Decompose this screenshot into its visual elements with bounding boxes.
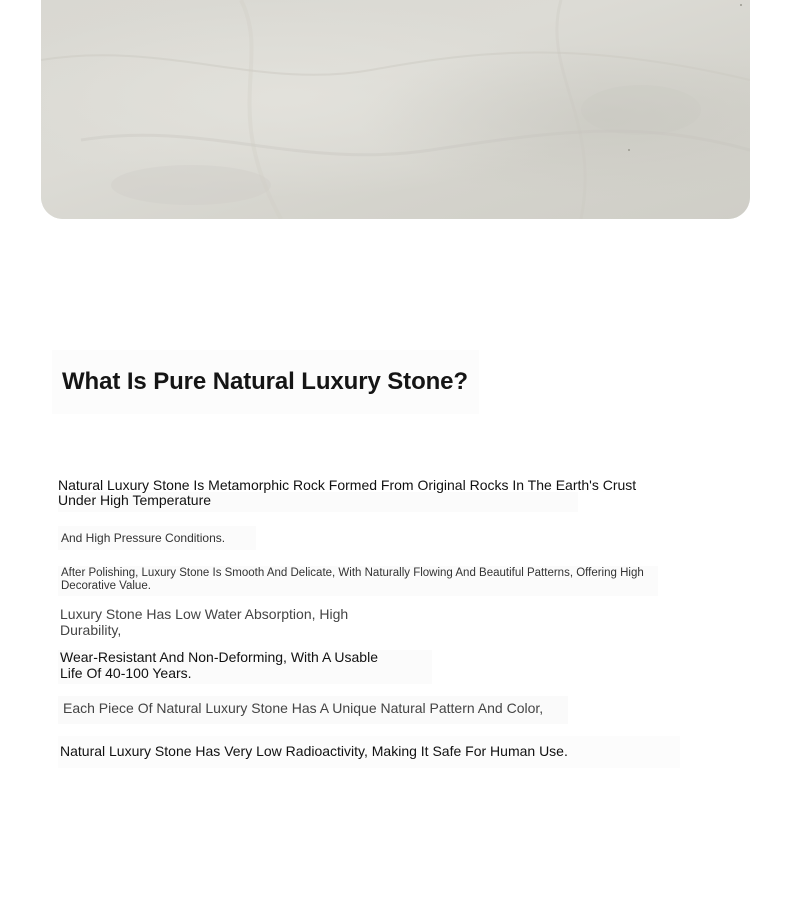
- stone-hero-image: [41, 0, 750, 219]
- section-heading-container: [52, 350, 479, 414]
- paragraph-radioactivity: Natural Luxury Stone Has Very Low Radioactivity, Making It Safe For Human Use.: [60, 743, 568, 759]
- section-title: What Is Pure Natural Luxury Stone?: [62, 368, 468, 395]
- paragraph-unique-pattern: Each Piece Of Natural Luxury Stone Has A Unique Natural Pattern And Color,: [63, 700, 544, 716]
- paragraph-conditions: And High Pressure Conditions.: [61, 531, 226, 545]
- paragraph-durability: Luxury Stone Has Low Water Absorption, High Durability,: [60, 606, 349, 638]
- paragraph-origin: Natural Luxury Stone Is Metamorphic Rock Formed From Original Rocks In The Earth's Crust Under High Temperature: [58, 477, 637, 508]
- paragraph-lifespan: Wear-Resistant And Non-Deforming, With A Usable Life Of 40-100 Years.: [60, 649, 378, 681]
- paragraph-polishing: After Polishing, Luxury Stone Is Smooth And Delicate, With Naturally Flowing And Beautiful Patterns, Offering High Decorative Value.: [61, 567, 644, 592]
- marble-texture: [41, 0, 750, 219]
